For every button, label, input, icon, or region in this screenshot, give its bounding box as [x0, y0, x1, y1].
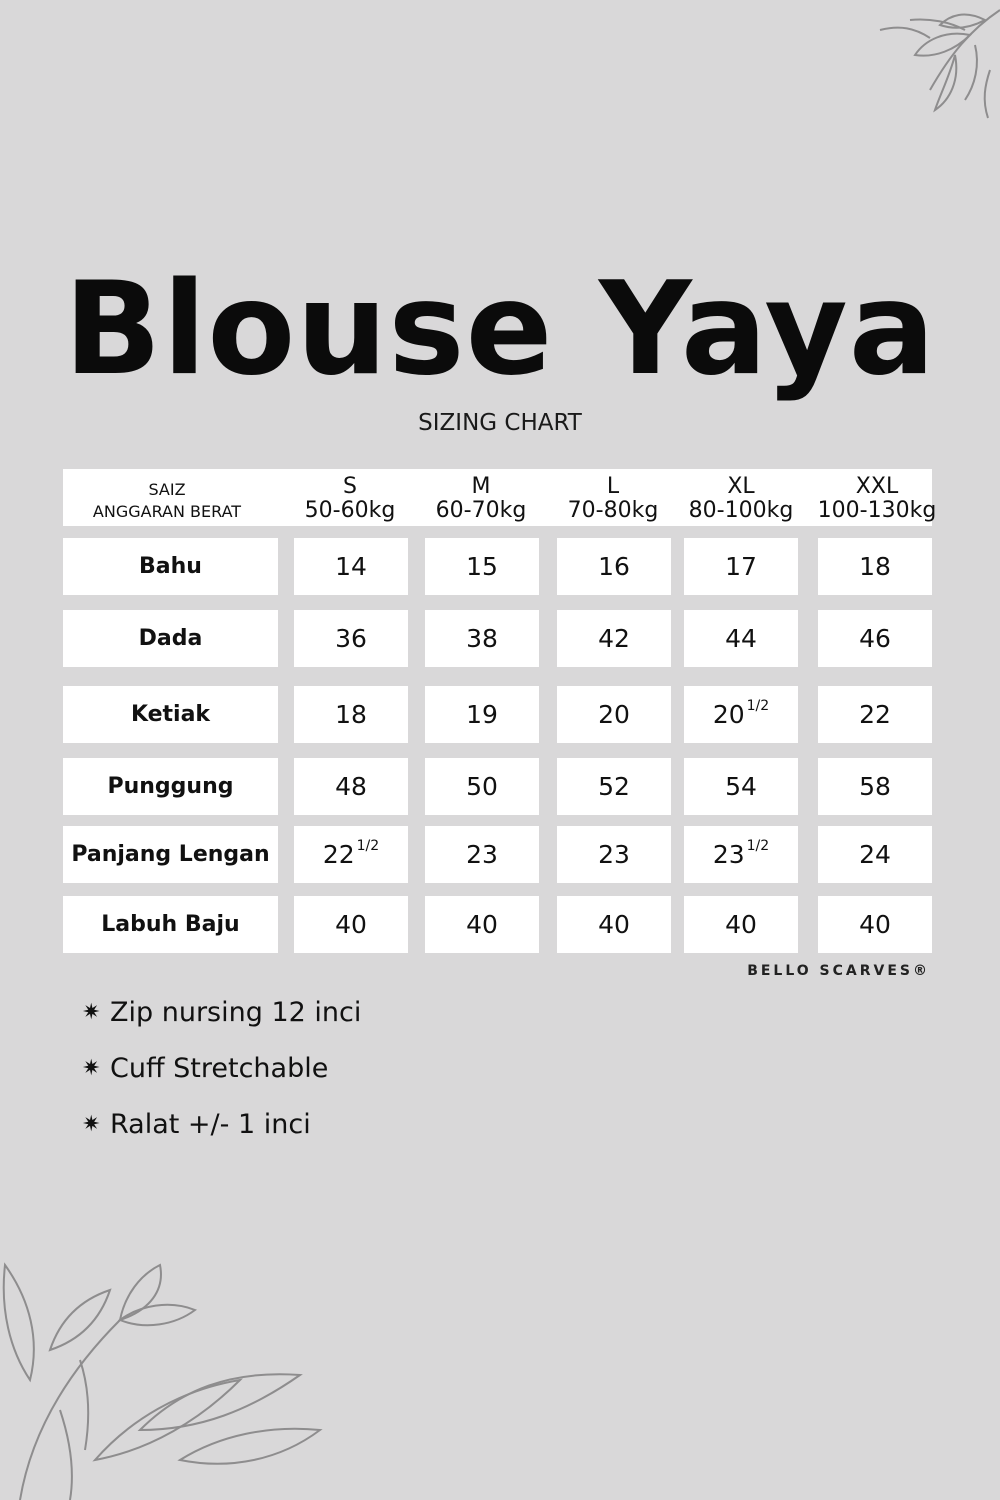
- value-main: 23: [712, 840, 745, 869]
- leaf-decoration-bottom-left-icon: [0, 1260, 330, 1500]
- value-main: 36: [335, 624, 367, 653]
- notes-list: [82, 985, 361, 1153]
- weight-label: 50-60kg: [304, 498, 396, 523]
- value-cell: [425, 538, 539, 595]
- weight-label: 70-80kg: [567, 498, 659, 523]
- value-main: 18: [335, 700, 367, 729]
- value-cell: [294, 538, 408, 595]
- value-cell: [425, 826, 539, 883]
- value-main: 42: [598, 624, 630, 653]
- value-main: 44: [725, 624, 757, 653]
- value-cell: [425, 610, 539, 667]
- note-text: Ralat +/- 1 inci: [110, 1109, 311, 1140]
- value-main: 40: [859, 910, 891, 939]
- value-main: 24: [859, 840, 891, 869]
- note-item: [82, 1041, 361, 1097]
- header-size-l: [551, 475, 675, 523]
- header-label: [63, 479, 271, 523]
- value-cell: [294, 758, 408, 815]
- value-main: 22: [322, 840, 355, 869]
- note-text: Zip nursing 12 inci: [110, 997, 362, 1028]
- value-cell: [684, 826, 798, 883]
- row-label: Ketiak: [63, 686, 278, 743]
- row-label: Bahu: [63, 538, 278, 595]
- value-cell: [425, 758, 539, 815]
- value-main: 19: [466, 700, 498, 729]
- value-cell: [557, 610, 671, 667]
- value-cell: [818, 610, 932, 667]
- value-cell: [557, 686, 671, 743]
- value-fraction: 1/2: [746, 697, 770, 714]
- row-label: Dada: [63, 610, 278, 667]
- value-main: 38: [466, 624, 498, 653]
- value-main: 22: [859, 700, 891, 729]
- value-cell: [684, 538, 798, 595]
- value-main: 48: [335, 772, 367, 801]
- star-bullet-icon: ✷: [82, 1000, 101, 1025]
- note-item: [82, 1097, 361, 1153]
- value-cell: [294, 610, 408, 667]
- value-main: 18: [859, 552, 891, 581]
- size-label: XXL: [855, 474, 899, 499]
- size-label: L: [606, 474, 620, 499]
- value-cell: [557, 538, 671, 595]
- value-cell: [557, 826, 671, 883]
- star-bullet-icon: ✷: [82, 1056, 101, 1081]
- brand-mark: BELLO SCARVES®: [747, 963, 930, 979]
- weight-label: 60-70kg: [435, 498, 527, 523]
- leaf-decoration-top-right-icon: [870, 0, 1000, 125]
- value-main: 23: [598, 840, 630, 869]
- value-main: 40: [725, 910, 757, 939]
- header-size-xxl: [812, 475, 942, 523]
- value-main: 20: [598, 700, 630, 729]
- value-cell: [818, 758, 932, 815]
- value-main: 15: [466, 552, 498, 581]
- value-main: 14: [335, 552, 367, 581]
- value-main: 52: [598, 772, 630, 801]
- row-label: Punggung: [63, 758, 278, 815]
- value-cell: [557, 758, 671, 815]
- value-fraction: 1/2: [356, 837, 380, 854]
- value-cell: [818, 686, 932, 743]
- value-main: 54: [725, 772, 757, 801]
- note-text: Cuff Stretchable: [110, 1053, 329, 1084]
- note-item: [82, 985, 361, 1041]
- value-main: 20: [712, 700, 745, 729]
- size-label: M: [471, 474, 491, 499]
- value-main: 40: [466, 910, 498, 939]
- value-main: 40: [335, 910, 367, 939]
- row-label: Labuh Baju: [63, 896, 278, 953]
- header-label-saiz: SAIZ: [148, 480, 186, 499]
- value-cell: [557, 896, 671, 953]
- value-cell: [818, 896, 932, 953]
- value-cell: [684, 896, 798, 953]
- value-cell: [684, 686, 798, 743]
- weight-label: 80-100kg: [688, 498, 794, 523]
- row-label: Panjang Lengan: [63, 826, 278, 883]
- value-main: 46: [859, 624, 891, 653]
- value-main: 58: [859, 772, 891, 801]
- header-size-m: [419, 475, 543, 523]
- chart-subtitle: SIZING CHART: [418, 410, 582, 436]
- value-cell: [818, 826, 932, 883]
- value-cell: [294, 686, 408, 743]
- value-cell: [684, 610, 798, 667]
- size-label: S: [343, 474, 357, 499]
- value-main: 23: [466, 840, 498, 869]
- value-main: 16: [598, 552, 630, 581]
- weight-label: 100-130kg: [817, 498, 937, 523]
- header-size-s: [288, 475, 412, 523]
- value-main: 50: [466, 772, 498, 801]
- page-title: Blouse Yaya: [63, 255, 937, 404]
- star-bullet-icon: ✷: [82, 1112, 101, 1137]
- value-main: 17: [725, 552, 757, 581]
- value-fraction: 1/2: [746, 837, 770, 854]
- header-size-xl: [679, 475, 803, 523]
- value-cell: [818, 538, 932, 595]
- value-cell: [294, 826, 408, 883]
- value-cell: [425, 686, 539, 743]
- header-label-berat: ANGGARAN BERAT: [92, 502, 242, 521]
- value-cell: [684, 758, 798, 815]
- size-header-row: [63, 469, 937, 526]
- value-cell: [425, 896, 539, 953]
- value-main: 40: [598, 910, 630, 939]
- value-cell: [294, 896, 408, 953]
- size-label: XL: [727, 474, 755, 499]
